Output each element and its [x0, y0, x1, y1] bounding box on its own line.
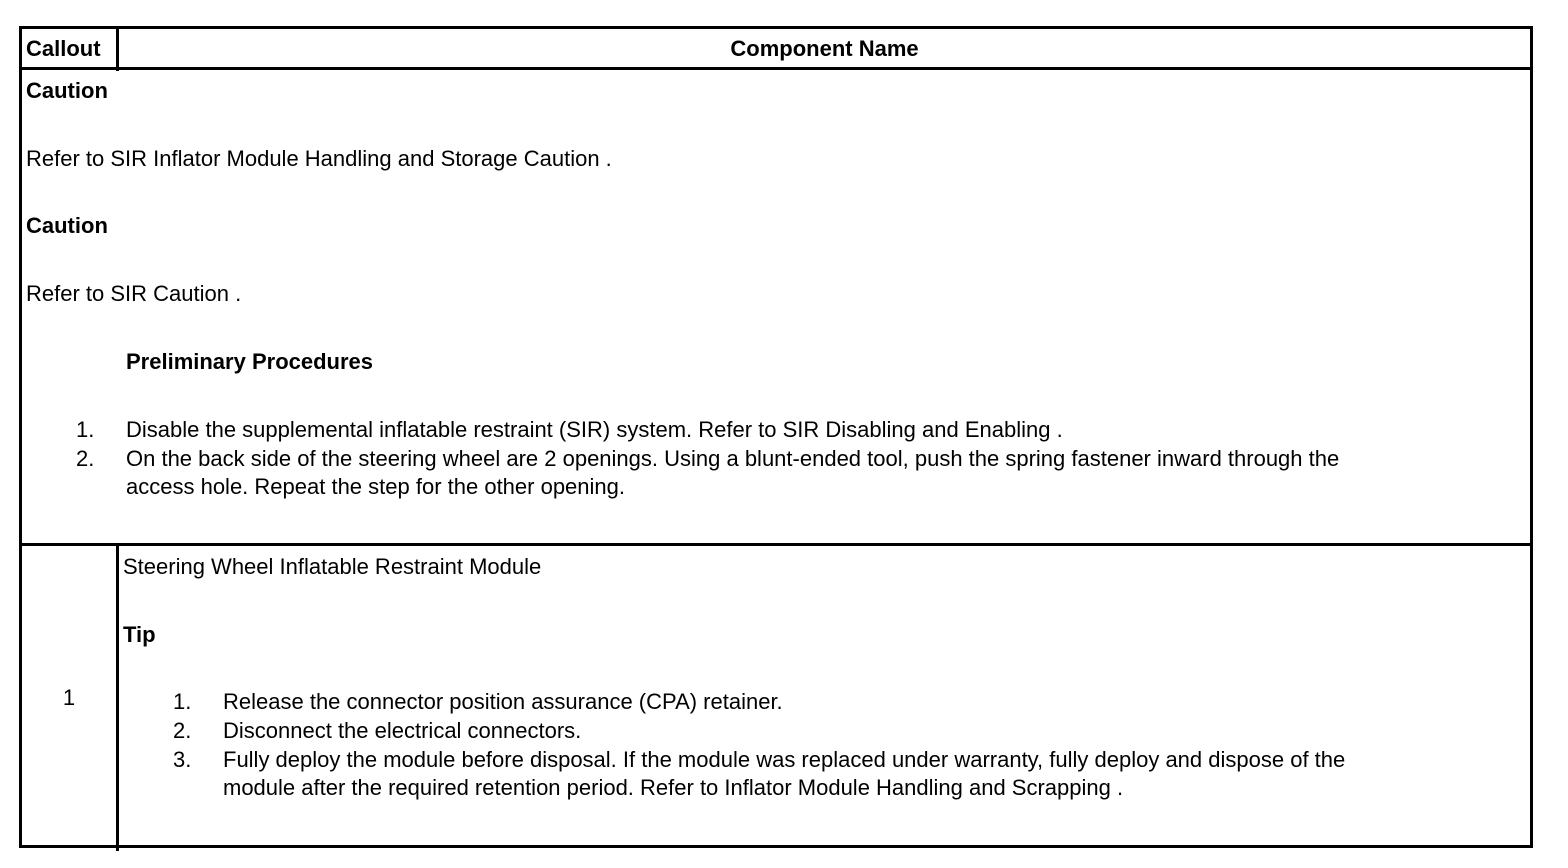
preliminary-procedures-title: Preliminary Procedures	[126, 349, 374, 374]
step-number: 1.	[173, 689, 192, 714]
step-text-continued: module after the required retention period. Refer to Inflator Module Handling and Scrapping .	[223, 775, 1124, 800]
caution-text: Refer to SIR Inflator Module Handling and Storage Caution .	[26, 146, 612, 171]
tip-title: Tip	[123, 622, 156, 647]
callout-header: Callout	[26, 36, 101, 61]
step-text: Fully deploy the module before disposal. If the module was replaced under warranty, fully deploy and dispose of the	[223, 747, 1346, 772]
header-divider	[22, 67, 1530, 70]
step-number: 2.	[173, 718, 192, 743]
caution-title: Caution	[26, 213, 108, 238]
callout-number: 1	[62, 685, 76, 710]
component-name-header: Component Name	[730, 36, 919, 61]
step-text: Disable the supplemental inflatable restraint (SIR) system. Refer to SIR Disabling and Enabling .	[126, 417, 1063, 442]
step-number: 2.	[76, 446, 95, 471]
step-text: On the back side of the steering wheel are 2 openings. Using a blunt-ended tool, push the spring fastener inward through the	[126, 446, 1340, 471]
procedure-table	[19, 26, 1533, 848]
step-number: 3.	[173, 747, 192, 772]
step-number: 1.	[76, 417, 95, 442]
component-name: Steering Wheel Inflatable Restraint Module	[123, 554, 542, 579]
step-text-continued: access hole. Repeat the step for the other opening.	[126, 474, 625, 499]
step-text: Release the connector position assurance (CPA) retainer.	[223, 689, 783, 714]
caution-title: Caution	[26, 78, 108, 103]
row-divider	[22, 543, 1530, 546]
step-text: Disconnect the electrical connectors.	[223, 718, 582, 743]
caution-text: Refer to SIR Caution .	[26, 281, 242, 306]
row-column-divider	[116, 543, 119, 851]
